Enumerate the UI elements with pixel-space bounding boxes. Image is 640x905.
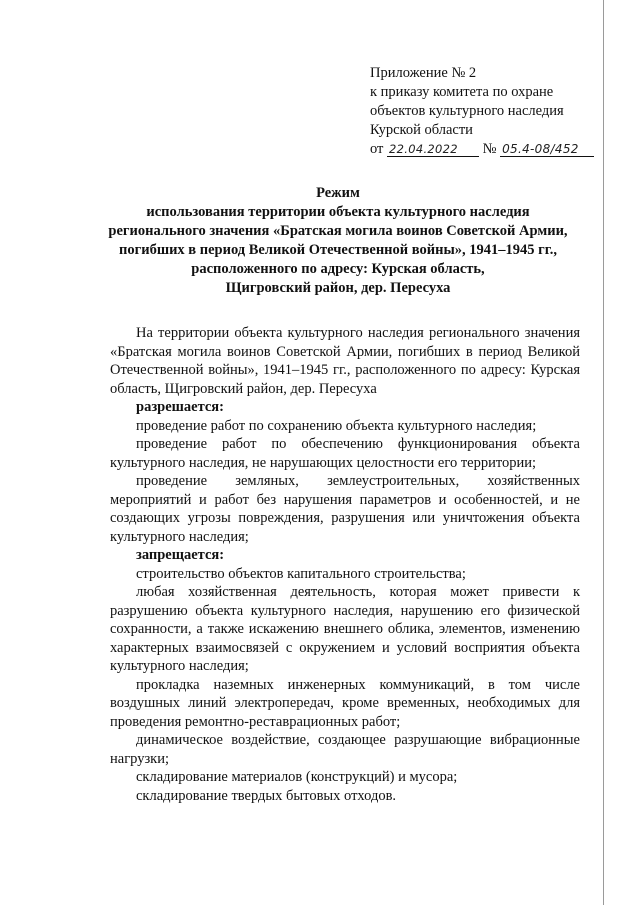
title-line: регионального значения «Братская могила воинов Советской Армии, (108, 223, 568, 239)
handwritten-date: 22.04.2022 (387, 142, 479, 157)
document-body (110, 324, 580, 805)
appendix-line-region: Курской области (370, 122, 473, 138)
number-label: № (482, 141, 497, 157)
appendix-line-committee: объектов культурного наследия (370, 103, 564, 119)
prohibited-item: любая хозяйственная деятельность, которая может привести к разрушению объекта культурного наследия, нарушению его физической сохранности, а также искажению внешнего облика, элементов, изменению характерных взаимосвязей с окружением и условий восприятия объекта культурного наследия; (110, 584, 580, 674)
allowed-item: проведение работ по сохранению объекта культурного наследия; (136, 417, 537, 434)
intro-paragraph: На территории объекта культурного наследия регионального значения «Братская могила воинов Советской Армии, погибших в период Великой Отечественной войны», 1941–1945 гг., расположенного по адресу: Курская область, Щигровский район, дер. Пересуха (110, 325, 580, 397)
prohibited-item: прокладка наземных инженерных коммуникаций, в том числе воздушных линий электропередач, кроме временных, необходимых для проведения ремонтно-реставрационных работ; (110, 676, 580, 730)
title-line: использования территории объекта культурного наследия (146, 204, 530, 220)
handwritten-number: 05.4-08/452 (500, 142, 594, 157)
allowed-item: проведение работ по обеспечению функционирования объекта культурного наследия, не нарушающих целостности его территории; (110, 436, 580, 471)
title-line: Щигровский район, дер. Пересуха (225, 280, 451, 296)
appendix-reference-line (370, 140, 594, 159)
prohibited-item: динамическое воздействие, создающее разрушающие вибрационные нагрузки; (110, 732, 580, 767)
allowed-heading: разрешается: (136, 399, 224, 415)
prohibited-item: строительство объектов капитального строительства; (136, 565, 466, 582)
scan-edge-line (603, 0, 604, 905)
title-line: погибших в период Великой Отечественной войны», 1941–1945 гг., (119, 242, 557, 258)
appendix-block (370, 64, 594, 159)
prohibited-item: складирование твердых бытовых отходов. (136, 787, 397, 804)
from-label: от (370, 141, 384, 157)
document-title (60, 184, 616, 298)
title-line: Режим (316, 185, 360, 201)
appendix-title: Приложение № 2 (370, 65, 477, 81)
allowed-item: проведение земляных, землеустроительных, хозяйственных мероприятий и работ без нарушения параметров и особенностей, и не создающих угрозы повреждения, разрушения или уничтожения объекта культурного наследия; (110, 473, 580, 545)
appendix-line-order: к приказу комитета по охране (370, 84, 554, 100)
title-line: расположенного по адресу: Курская область, (191, 261, 485, 277)
prohibited-heading: запрещается: (136, 547, 225, 563)
prohibited-item: складирование материалов (конструкций) и мусора; (136, 769, 458, 785)
